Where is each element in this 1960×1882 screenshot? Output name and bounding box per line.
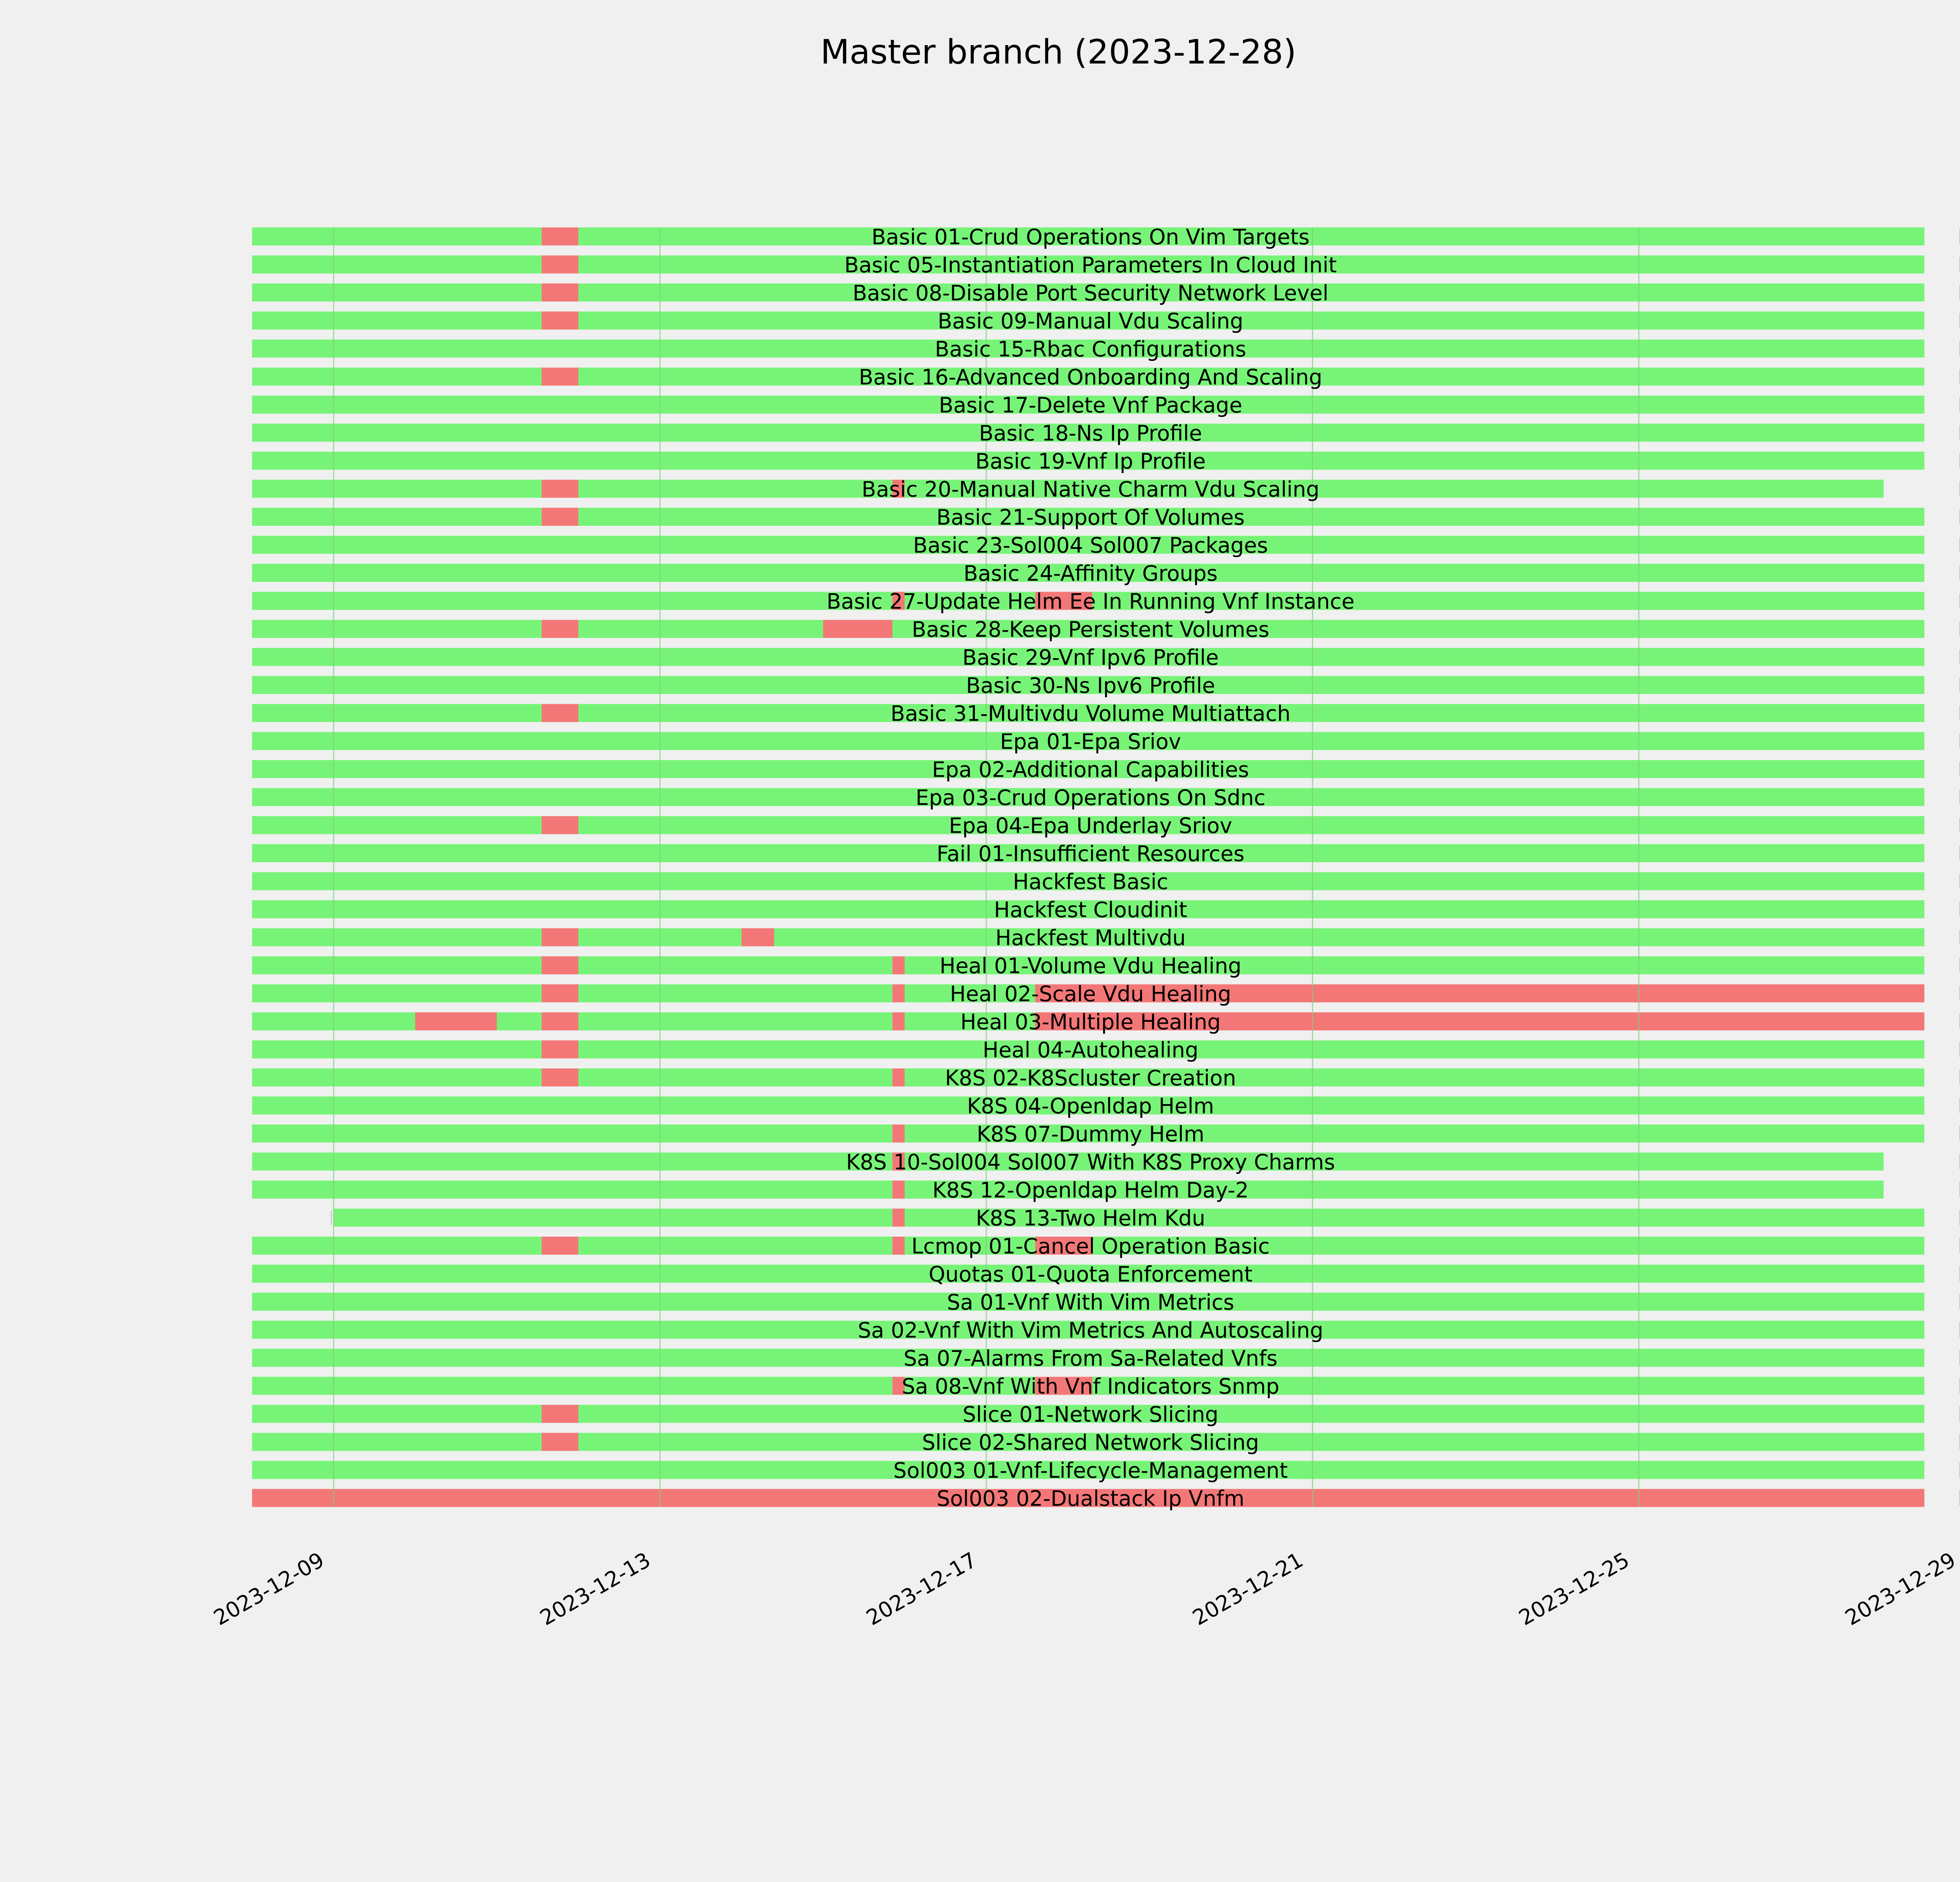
fail-segment — [893, 1209, 905, 1227]
row-label: Sol003 02-Dualstack Ip Vnfm — [936, 1486, 1245, 1511]
fail-segment — [742, 928, 774, 946]
x-tick-label: 2023-12-25 — [1514, 1547, 1634, 1631]
row-label: Slice 02-Shared Network Slicing — [922, 1430, 1259, 1455]
fail-segment — [542, 956, 579, 974]
fail-segment — [542, 312, 579, 330]
row-label: K8S 02-K8Scluster Creation — [945, 1066, 1236, 1090]
fail-segment — [542, 1405, 579, 1423]
fail-segment — [542, 928, 579, 946]
row-label: Basic 18-Ns Ip Profile — [979, 421, 1202, 446]
row-label: Heal 03-Multiple Healing — [960, 1010, 1221, 1034]
fail-segment — [893, 1012, 905, 1030]
row-label: Epa 03-Crud Operations On Sdnc — [915, 785, 1266, 810]
fail-segment — [542, 283, 579, 302]
row-label: Basic 20-Manual Native Charm Vdu Scaling — [862, 477, 1319, 502]
row-label: Basic 01-Crud Operations On Vim Targets — [871, 225, 1310, 249]
x-tick-label: 2023-12-21 — [1188, 1547, 1307, 1631]
row-label: Heal 02-Scale Vdu Healing — [950, 981, 1231, 1006]
fail-segment — [415, 1012, 497, 1030]
row-label: Lcmop 01-Cancel Operation Basic — [911, 1234, 1270, 1259]
row-label: K8S 10-Sol004 Sol007 With K8S Proxy Charms — [846, 1150, 1335, 1175]
row-label: Basic 05-Instantiation Parameters In Cloud Init — [844, 253, 1337, 278]
row-label: K8S 04-Openldap Helm — [967, 1094, 1214, 1119]
x-tick-label: 2023-12-29 — [1841, 1547, 1960, 1631]
x-tick-label: 2023-12-13 — [535, 1547, 655, 1631]
fail-segment — [893, 956, 905, 974]
fail-segment — [542, 1433, 579, 1451]
fail-segment — [893, 1124, 905, 1143]
row-label: Hackfest Cloudinit — [994, 897, 1187, 922]
row-label: Basic 17-Delete Vnf Package — [938, 393, 1243, 418]
row-label: Basic 28-Keep Persistent Volumes — [911, 617, 1270, 642]
row-label: K8S 12-Openldap Helm Day-2 — [932, 1178, 1249, 1203]
fail-segment — [542, 985, 579, 1003]
row-label: Heal 01-Volume Vdu Healing — [939, 954, 1242, 978]
fail-segment — [542, 1237, 579, 1255]
fail-segment — [542, 816, 579, 834]
fail-segment — [542, 1012, 579, 1030]
row-label: Basic 24-Affinity Groups — [963, 561, 1218, 586]
row-label: Basic 15-Rbac Configurations — [935, 337, 1247, 362]
row-label: Basic 09-Manual Vdu Scaling — [938, 309, 1243, 334]
row-label: Sa 02-Vnf With Vim Metrics And Autoscaling — [858, 1318, 1323, 1343]
row-label: Sa 08-Vnf With Vnf Indicators Snmp — [902, 1374, 1279, 1399]
row-label: Slice 01-Network Slicing — [962, 1402, 1219, 1427]
row-label: Basic 30-Ns Ipv6 Profile — [966, 673, 1215, 698]
row-label: Quotas 01-Quota Enforcement — [928, 1262, 1253, 1287]
fail-segment — [893, 985, 905, 1003]
fail-segment — [823, 620, 893, 638]
row-label: Sol003 01-Vnf-Lifecycle-Management — [893, 1458, 1288, 1483]
fail-segment — [893, 1237, 905, 1255]
fail-segment — [542, 620, 579, 638]
row-label: Fail 01-Insufficient Resources — [936, 841, 1245, 866]
row-label: Basic 19-Vnf Ip Profile — [975, 449, 1206, 474]
x-tick-label: 2023-12-17 — [862, 1547, 981, 1631]
row-label: Basic 29-Vnf Ipv6 Profile — [962, 645, 1219, 670]
row-label: Basic 23-Sol004 Sol007 Packages — [913, 533, 1268, 558]
fail-segment — [542, 480, 579, 498]
fail-segment — [542, 508, 579, 526]
row-label: Epa 02-Additional Capabilities — [932, 757, 1249, 782]
row-label: Basic 08-Disable Port Security Network Level — [852, 281, 1329, 305]
row-label: Epa 01-Epa Sriov — [1000, 729, 1181, 754]
x-tick-label: 2023-12-09 — [209, 1547, 328, 1631]
chart-title: Master branch (2023-12-28) — [820, 33, 1297, 72]
fail-segment — [542, 227, 579, 245]
row-label: Hackfest Multivdu — [995, 925, 1186, 950]
fail-segment — [542, 1041, 579, 1059]
row-label: Hackfest Basic — [1013, 869, 1169, 894]
row-label: Basic 31-Multivdu Volume Multiattach — [890, 701, 1291, 726]
row-label: K8S 13-Two Helm Kdu — [976, 1206, 1205, 1231]
row-label: Epa 04-Epa Underlay Sriov — [949, 813, 1232, 838]
row-label: Sa 07-Alarms From Sa-Related Vnfs — [903, 1346, 1278, 1371]
fail-segment — [893, 1181, 905, 1199]
row-label: Heal 04-Autohealing — [982, 1037, 1199, 1063]
row-label: Sa 01-Vnf With Vim Metrics — [947, 1290, 1234, 1315]
fail-segment — [542, 704, 579, 722]
fail-segment — [542, 368, 579, 386]
row-label: Basic 16-Advanced Onboarding And Scaling — [858, 365, 1323, 390]
fail-segment — [893, 1068, 905, 1086]
row-label: K8S 07-Dummy Helm — [976, 1122, 1205, 1146]
row-label: Basic 27-Update Helm Ee In Running Vnf Instance — [826, 589, 1355, 614]
fail-segment — [542, 1068, 579, 1086]
fail-segment — [542, 256, 579, 274]
row-label: Basic 21-Support Of Volumes — [936, 505, 1245, 530]
